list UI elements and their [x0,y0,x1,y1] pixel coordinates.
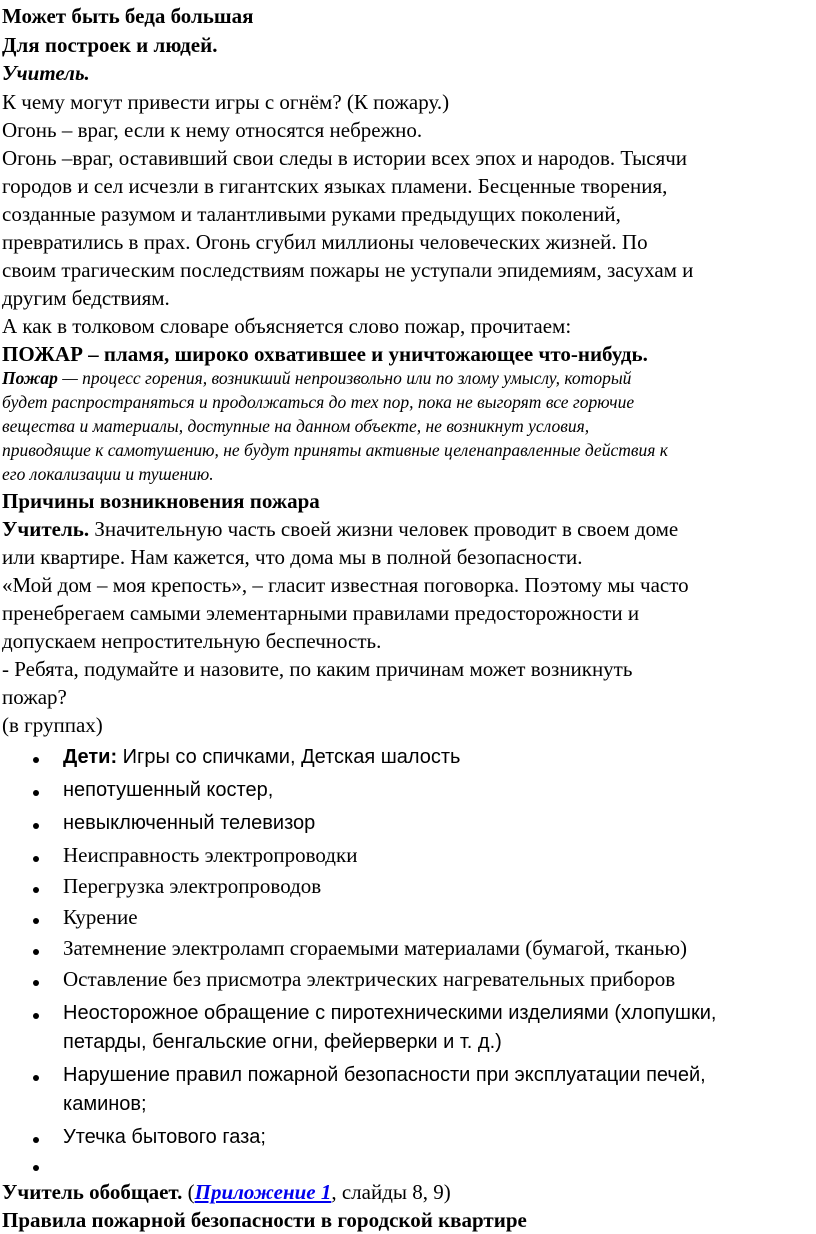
definition-line-3: вещества и материалы, доступные на данном объекте, не возникнут условия, [2,416,590,436]
bullet-stoves-line-2: каминов; [63,1093,147,1115]
para2-line-4: пренебрегаем самыми элементарными правилами предосторожности и [2,601,640,625]
para1-line-4: городов и сел исчезли в гигантских языках пламени. Бесценные творения, [2,174,668,198]
para2-line-6: - Ребята, подумайте и назовите, по каким причинам может возникнуть [2,657,633,681]
appendix-link[interactable]: Приложение 1 [194,1180,332,1204]
bullet-stoves-line-1: Нарушение правил пожарной безопасности при эксплуатации печей, [63,1064,706,1086]
bullet-overload: Перегрузка электропроводов [63,874,322,898]
bullet-lamps: Затемнение электроламп сгораемыми материалами (бумагой, тканью) [63,936,688,960]
summary-line [2,1182,451,1203]
bullet-campfire: непотушенный костер, [63,779,274,801]
para2-line-7: пожар? [2,685,67,709]
definition-line-2: будет распространяться и продолжаться до тех пор, пока не выгорят все горючие [2,392,635,412]
children-label: Дети: [63,746,118,768]
bullet-dot-empty [33,1165,39,1171]
para2-line-1 [2,519,678,540]
bullet-gas: Утечка бытового газа; [63,1126,266,1148]
para1-line-8: другим бедствиям. [2,286,170,310]
para1-line-2: Огонь – враг, если к нему относятся небрежно. [2,118,423,142]
definition-line-5: его локализации и тушению. [2,464,214,484]
para2-line-2: или квартире. Нам кажется, что дома мы в полной безопасности. [2,545,583,569]
summary-rest: , слайды 8, 9) [331,1180,451,1204]
heading-line-2: Для построек и людей. [2,33,218,57]
summary-label: Учитель обобщает. [2,1180,183,1204]
para2-line-5: допускаем непростительную беспечность. [2,629,382,653]
teacher-label: Учитель. [2,61,90,85]
bullet-pyro-line-1: Неосторожное обращение с пиротехническими изделиями (хлопушки, [63,1002,717,1024]
para1-line-9: А как в толковом словаре объясняется слово пожар, прочитаем: [2,314,572,338]
children-items: Игры со спичками, Детская шалость [117,746,461,768]
para2-line-8: (в группах) [2,713,103,737]
teacher-label-2: Учитель. [2,517,90,541]
causes-heading: Причины возникновения пожара [2,489,320,513]
bullet-dot [33,887,39,893]
bullet-tv: невыключенный телевизор [63,812,316,834]
para2-line-1-text: Значительную часть своей жизни человек проводит в своем доме [89,517,679,541]
bullet-dot [33,790,39,796]
para1-line-6: превратились в прах. Огонь сгубил миллионы человеческих жизней. По [2,230,648,254]
para1-line-5: созданные разумом и талантливыми руками предыдущих поколений, [2,202,621,226]
bullet-dot [33,980,39,986]
para1-line-1: К чему могут привести игры с огнём? (К пожару.) [2,90,450,114]
summary-open: ( [182,1180,195,1204]
bullet-dot [33,1075,39,1081]
bullet-dot [33,918,39,924]
bullet-dot [33,856,39,862]
bullet-dot [33,757,39,763]
bullet-children [63,747,460,767]
bullet-heaters: Оставление без присмотра электрических нагревательных приборов [63,967,676,991]
bullet-smoking: Курение [63,905,138,929]
definition-bold: ПОЖАР – пламя, широко охватившее и уничтожающее что-нибудь. [2,342,648,366]
rules-heading: Правила пожарной безопасности в городской квартире [2,1208,527,1232]
para2-line-3: «Мой дом – моя крепость», – гласит известная поговорка. Поэтому мы часто [2,573,689,597]
bullet-pyro-line-2: петарды, бенгальские огни, фейерверки и т. д.) [63,1031,502,1053]
bullet-dot [33,1137,39,1143]
bullet-dot [33,949,39,955]
para1-line-7: своим трагическим последствиям пожары не уступали эпидемиям, засухам и [2,258,694,282]
para1-line-3: Огонь –враг, оставивший свои следы в истории всех эпох и народов. Тысячи [2,146,688,170]
definition-term: Пожар [2,368,58,388]
heading-line-1: Может быть беда большая [2,4,254,28]
definition-line-1 [2,370,631,388]
bullet-dot [33,1013,39,1019]
bullet-wiring: Неисправность электропроводки [63,843,358,867]
bullet-dot [33,823,39,829]
definition-line-1-text: — процесс горения, возникший непроизвольно или по злому умыслу, который [57,368,632,388]
definition-line-4: приводящие к самотушению, не будут приняты активные целенаправленные действия к [2,440,668,460]
